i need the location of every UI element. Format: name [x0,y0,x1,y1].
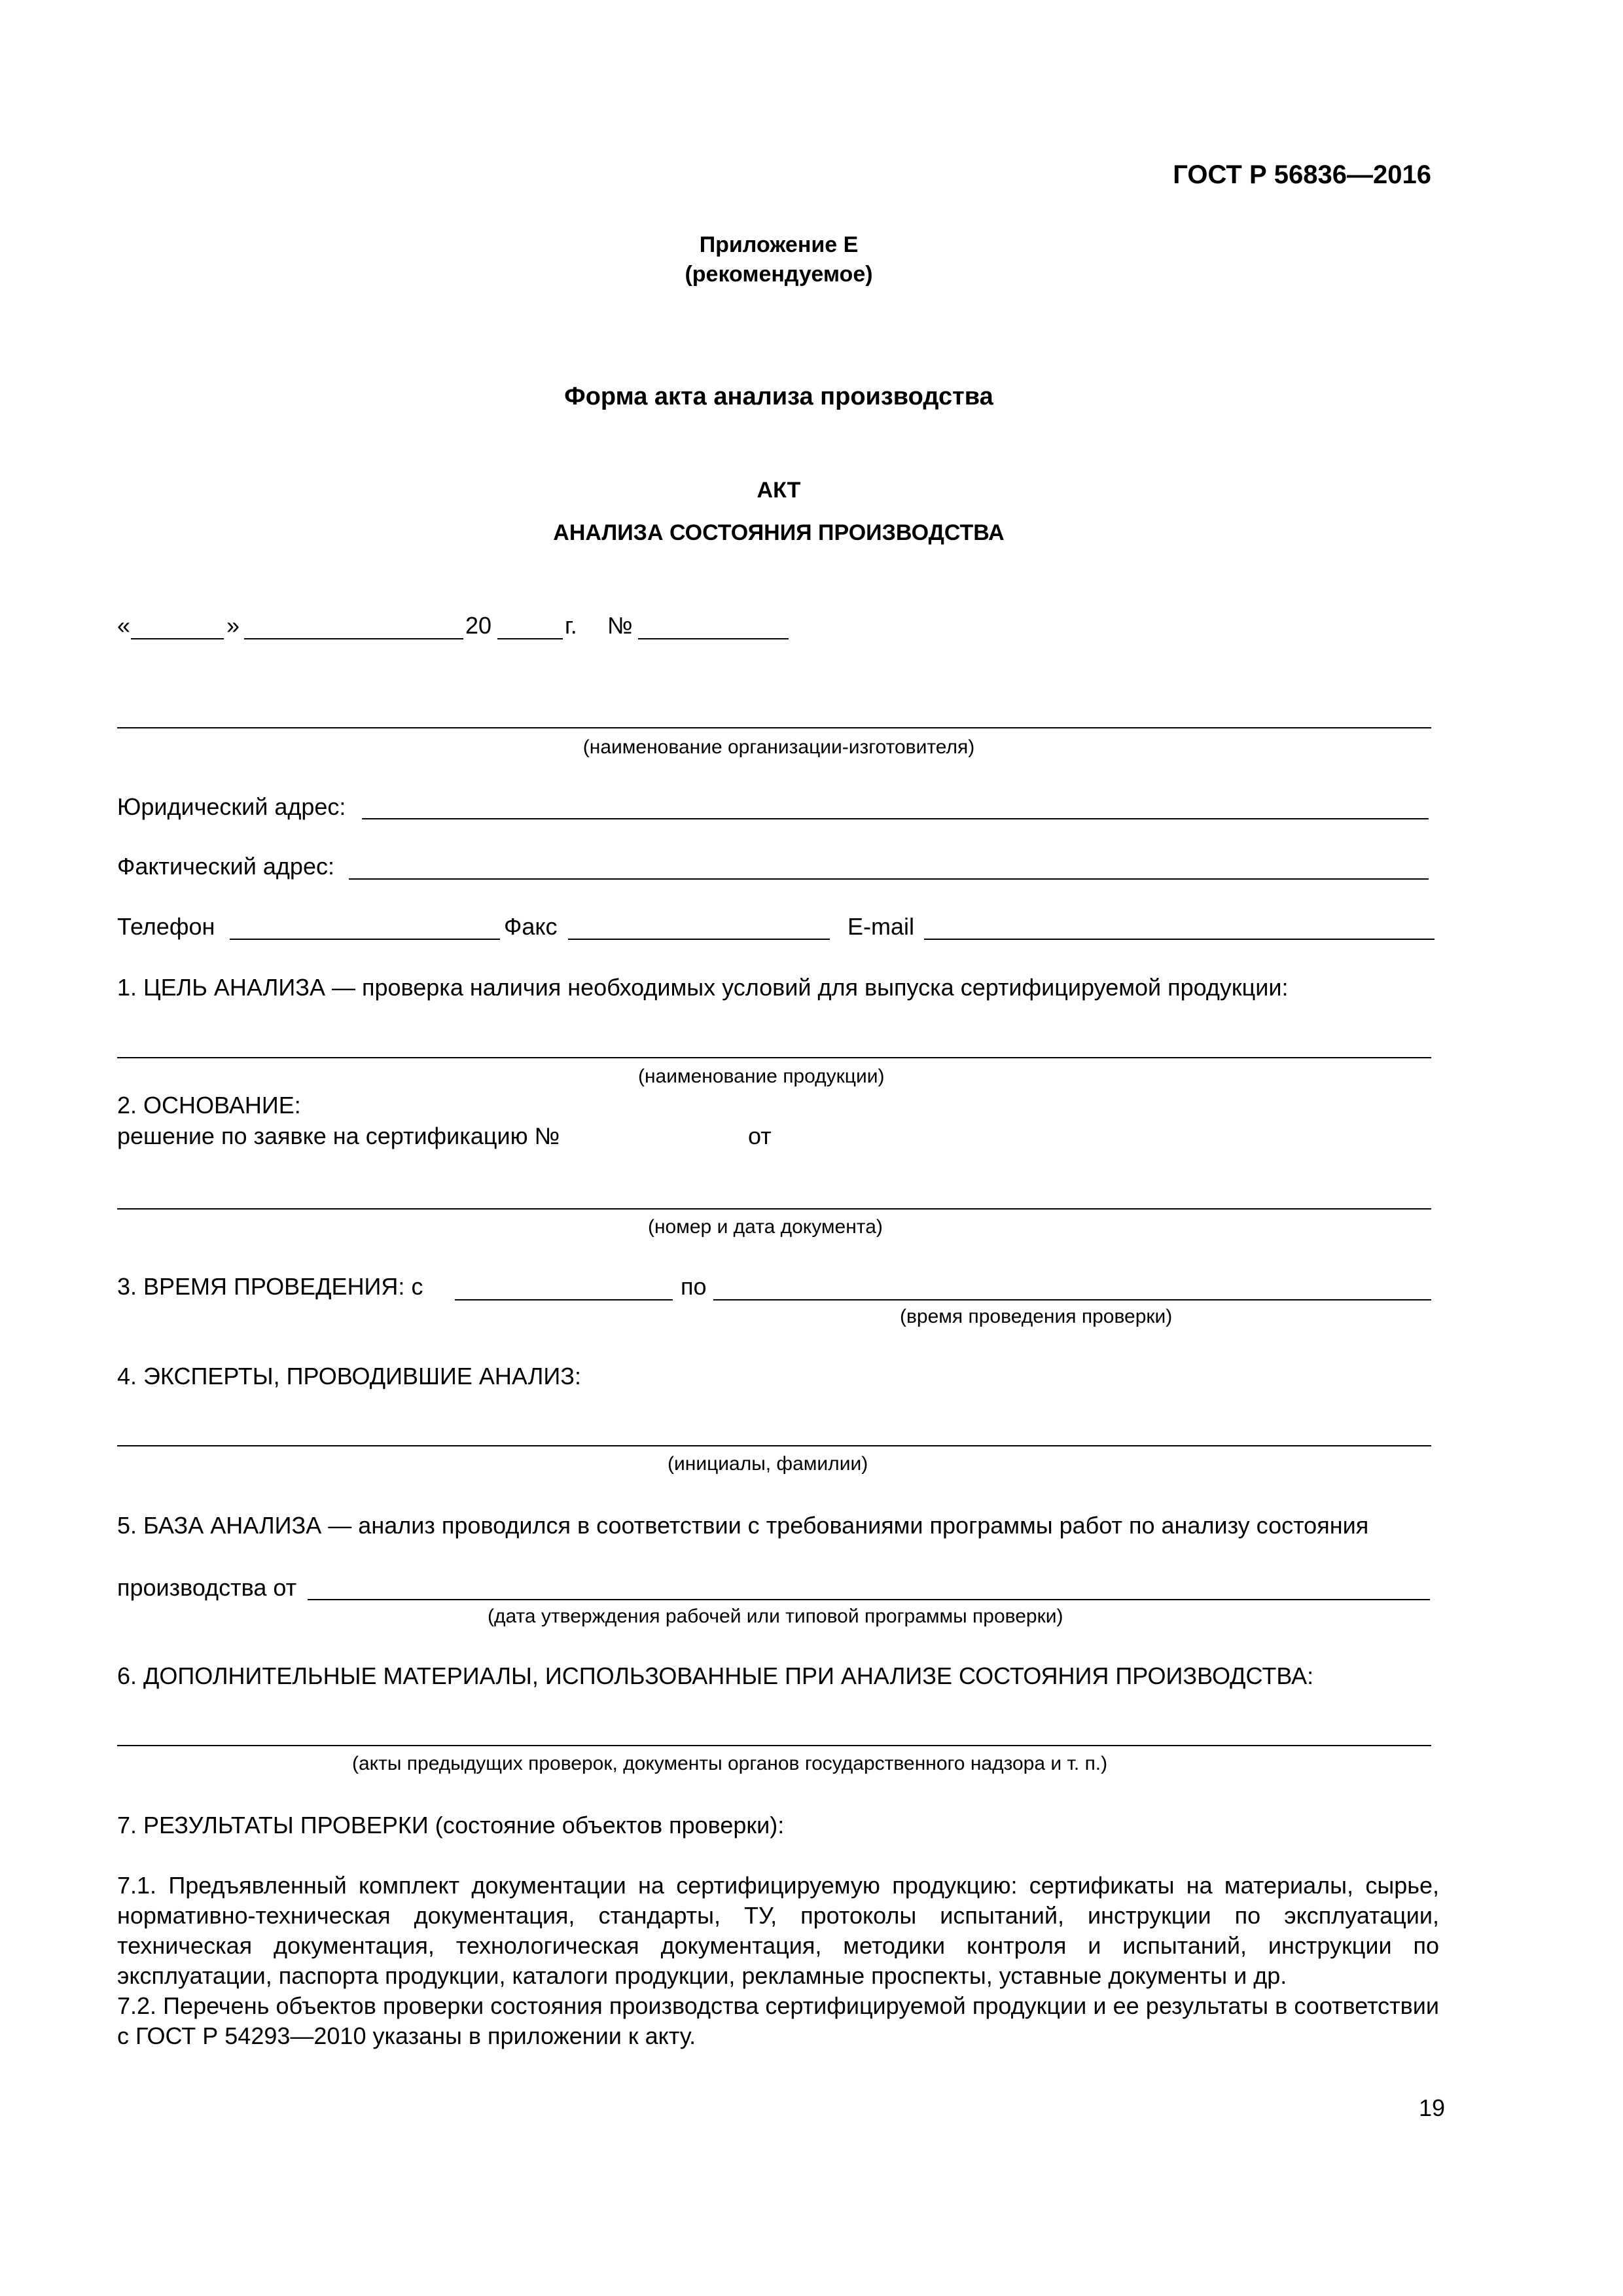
section-4-experts: 4. ЭКСПЕРТЫ, ПРОВОДИВШИЕ АНАЛИЗ: [117,1363,581,1390]
document-number-date-caption: (номер и дата документа) [648,1216,883,1238]
time-from-field[interactable] [455,1299,673,1300]
experts-field[interactable] [117,1445,1431,1446]
number-sign: № [607,612,633,639]
appendix-title: Приложение Е [699,232,859,257]
year-suffix: г. [565,612,577,639]
fax-field[interactable] [568,939,830,940]
date-open-quote: « [117,612,131,639]
page-number: 19 [1418,2094,1445,2121]
section-6-materials: 6. ДОПОЛНИТЕЛЬНЫЕ МАТЕРИАЛЫ, ИСПОЛЬЗОВАННЫЕ ПРИ АНАЛИЗЕ СОСТОЯНИЯ ПРОИЗВОДСТВА: [117,1662,1314,1689]
day-field[interactable] [131,638,224,639]
product-name-caption: (наименование продукции) [638,1066,885,1087]
section-2-basis-text: решение по заявке на сертификацию № [117,1122,560,1149]
section-7-2-paragraph: 7.2. Перечень объектов проверки состояния производства сертифицируемой продукции и ее результаты в соответствии с ГОСТ Р 54293—2010 указаны в приложении к акту. [117,1992,1439,2049]
standard-designation: ГОСТ Р 56836—2016 [1173,160,1431,189]
program-date-caption: (дата утверждения рабочей или типовой программы проверки) [488,1605,1063,1627]
phone-field[interactable] [230,939,500,940]
date-close-quote: » [226,612,240,639]
act-title: АКТ [757,478,801,503]
section-2-heading: 2. ОСНОВАНИЕ: [117,1092,301,1119]
document-number-date-field[interactable] [117,1208,1431,1210]
phone-label: Телефон [117,913,215,940]
actual-address-label: Фактический адрес: [117,853,334,880]
section-5-basis: 5. БАЗА АНАЛИЗА — анализ проводился в соответствии с требованиями программы работ по анализу состояния [117,1512,1369,1539]
act-subtitle: АНАЛИЗА СОСТОЯНИЯ ПРОИЗВОДСТВА [553,520,1005,545]
section-7-heading: 7. РЕЗУЛЬТАТЫ ПРОВЕРКИ (состояние объектов проверки): [117,1812,785,1839]
materials-field[interactable] [117,1745,1431,1746]
actual-address-field[interactable] [349,878,1429,880]
email-label: E-mail [847,913,915,940]
year-field[interactable] [497,638,563,639]
section-3-to: по [681,1273,707,1300]
appendix-status: (рекомендуемое) [685,262,873,287]
act-number-field[interactable] [638,638,789,639]
form-title: Форма акта анализа производства [564,383,993,410]
fax-label: Факс [504,913,558,940]
section-7-1-paragraph: 7.1. Предъявленный комплект документации на сертифицируемую продукцию: сертификаты на материалы, сырье, нормативно-техническая документация, стандарты, ТУ, протоколы испытаний, инструкции по эксплуатации, техническая документация, технологическая документация, методики контроля и испытаний, инструкции по эксплуатации, паспорта продукции, каталоги продукции, рекламные проспекты, уставные документы и др. [117,1872,1439,1989]
section-5-production-from: производства от [117,1574,297,1601]
materials-caption: (акты предыдущих проверок, документы органов государственного надзора и т. п.) [352,1753,1108,1774]
program-date-field[interactable] [308,1599,1430,1600]
organization-caption: (наименование организации-изготовителя) [582,736,975,758]
organization-name-field[interactable] [117,727,1431,728]
time-to-field[interactable] [713,1299,1431,1300]
legal-address-field[interactable] [362,818,1429,819]
time-caption: (время проведения проверки) [900,1306,1173,1327]
experts-caption: (инициалы, фамилии) [668,1453,868,1475]
product-name-field[interactable] [117,1057,1431,1058]
section-1-purpose: 1. ЦЕЛЬ АНАЛИЗА — проверка наличия необходимых условий для выпуска сертифицируемой продукции: [117,974,1289,1001]
month-field[interactable] [244,638,463,639]
year-prefix: 20 [465,612,492,639]
section-3-time: 3. ВРЕМЯ ПРОВЕДЕНИЯ: с [117,1273,423,1300]
section-2-from: от [748,1122,772,1149]
email-field[interactable] [924,939,1435,940]
legal-address-label: Юридический адрес: [117,793,346,820]
